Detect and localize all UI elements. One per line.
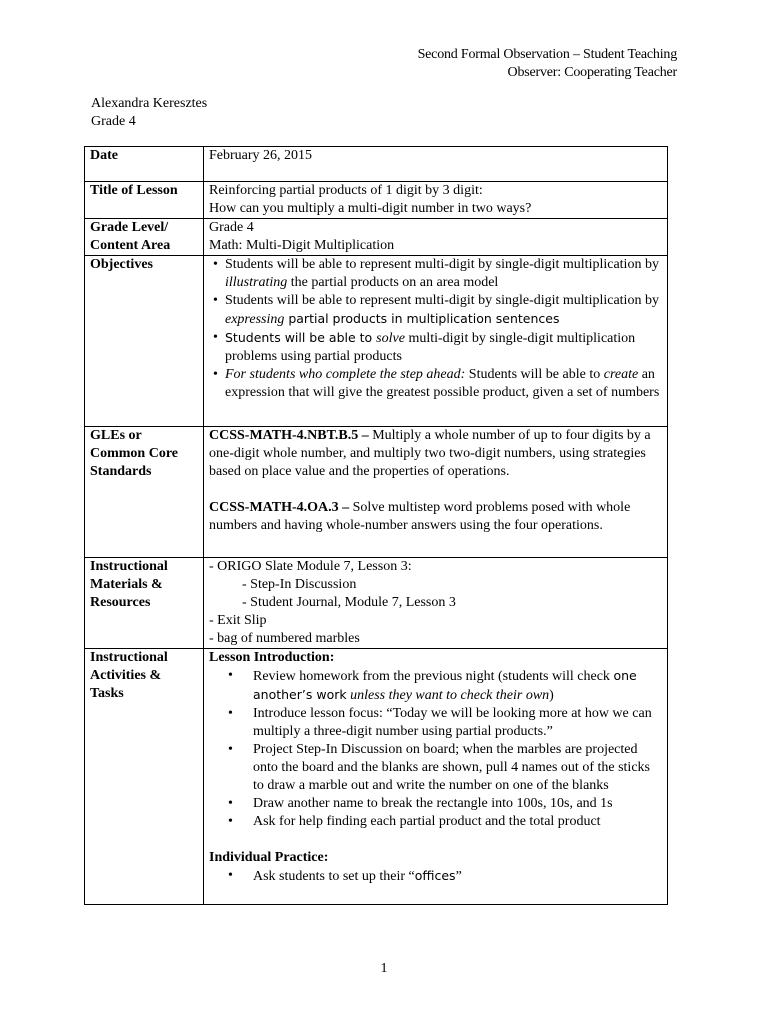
row-title — [85, 182, 668, 219]
activity-1-sans: one another’s work — [253, 668, 637, 702]
label-activities-1: Instructional — [90, 650, 168, 665]
objective-item — [225, 366, 662, 402]
label-standards — [85, 427, 204, 558]
page-number: 1 — [380, 961, 388, 976]
material-item: - ORIGO Slate Module 7, Lesson 3: — [209, 559, 412, 574]
header-observer: Observer: Cooperating Teacher — [507, 65, 677, 80]
practice-list — [209, 867, 662, 886]
label-materials — [85, 558, 204, 649]
header-observation: Second Formal Observation – Student Teaching — [417, 47, 677, 62]
practice-1-sans: offices — [414, 868, 456, 883]
standard-2-code: CCSS-MATH-4.OA.3 – — [209, 500, 350, 515]
practice-heading — [209, 849, 662, 867]
author-name: Alexandra Keresztes — [91, 96, 208, 111]
value-standards — [204, 427, 668, 558]
activity-item — [253, 705, 662, 741]
objective-2-emphasis: expressing — [225, 312, 285, 327]
activity-item: • Ask for help finding each partial product and the total product — [253, 813, 662, 831]
activity-2-text-b: : “Today we will be looking more at how we can multiply a three-digit number using partial products — [253, 706, 652, 739]
row-objectives — [85, 256, 668, 427]
label-grade-level — [85, 219, 204, 256]
activity-2-text-c: .” — [543, 724, 553, 739]
objective-2-text-b: partial products in multiplication sentences — [284, 311, 560, 326]
activity-1-emphasis: unless they want to check their own — [346, 688, 550, 703]
objective-1-text-b: the partial products on an area model — [287, 275, 499, 290]
grade-line: Grade 4 — [209, 220, 254, 235]
objective-4-text-a: Students will be able to — [465, 367, 604, 382]
value-objectives — [204, 256, 668, 427]
objective-4-text-b: an expression that will give the greatest possible product, given a set of numbers — [225, 367, 660, 400]
standard-1 — [209, 427, 662, 481]
row-grade-level — [85, 219, 668, 256]
activity-1-text-a: Review homework from the previous night (students will check — [253, 669, 614, 684]
practice-heading-text: Individual Practice: — [209, 850, 329, 865]
row-standards — [85, 427, 668, 558]
label-standards-2: Common Core — [90, 446, 179, 461]
objectives-list — [209, 256, 662, 402]
material-subitem: - Student Journal, Module 7, Lesson 3 — [242, 595, 456, 610]
label-grade-level-2: Content Area — [90, 238, 171, 253]
label-date: Date — [85, 147, 204, 182]
objective-item — [225, 292, 662, 329]
label-title: Title of Lesson — [85, 182, 204, 219]
label-standards-3: Standards — [90, 464, 152, 479]
row-materials — [85, 558, 668, 649]
activity-item: • Draw another name to break the rectangle into 100s, 10s, and 1s — [253, 795, 662, 813]
label-activities-3: Tasks — [90, 686, 124, 701]
objective-4-emphasis-2: create — [603, 367, 639, 382]
label-materials-3: Resources — [90, 595, 151, 610]
label-grade-level-1: Grade Level/ — [90, 220, 169, 235]
document-header — [418, 46, 677, 82]
material-subitem: - Step-In Discussion — [242, 577, 357, 592]
standard-2-text: Solve multistep word problems posed with whole numbers and having whole-number answers using the four operations. — [209, 500, 631, 533]
row-date — [85, 147, 668, 182]
standard-2 — [209, 499, 662, 535]
label-objectives: Objectives — [85, 256, 204, 427]
activity-item — [253, 667, 662, 705]
activity-item — [253, 867, 662, 886]
author-block — [91, 95, 207, 131]
label-materials-2: Materials & — [90, 577, 163, 592]
value-grade-level — [204, 219, 668, 256]
label-activities-2: Activities & — [90, 668, 162, 683]
objective-2-text-a: Students will be able to represent multi-digit by single-digit multiplication by — [225, 293, 659, 308]
value-date: February 26, 2015 — [204, 147, 668, 182]
label-standards-1: GLEs or — [90, 428, 142, 443]
material-item: - Exit Slip — [209, 613, 267, 628]
content-area-line: Math: Multi-Digit Multiplication — [209, 238, 395, 253]
objective-3-text-a: Students will be able to — [225, 330, 377, 345]
objective-4-emphasis: For students who complete the step ahead: — [225, 367, 466, 382]
objective-3-emphasis: solve — [376, 331, 405, 346]
standard-1-text: Multiply a whole number of up to four digits by a one-digit whole number, and multiply two two-digit numbers, using strategies based on place value and the properties of operations. — [209, 428, 651, 479]
label-materials-1: Instructional — [90, 559, 168, 574]
practice-1-text-b: ” — [455, 869, 462, 884]
intro-list — [209, 667, 662, 831]
title-line-1: Reinforcing partial products of 1 digit by 3 digit: — [209, 183, 483, 198]
value-activities — [204, 649, 668, 905]
objective-1-text-a: Students will be able to represent multi-digit by single-digit multiplication by — [225, 257, 659, 272]
value-materials — [204, 558, 668, 649]
practice-1-text-a: Ask students to set up their “ — [253, 869, 415, 884]
row-activities — [85, 649, 668, 905]
author-grade: Grade 4 — [91, 114, 136, 129]
objective-item — [225, 329, 662, 366]
standard-1-code: CCSS-MATH-4.NBT.B.5 – — [209, 428, 369, 443]
objective-item — [225, 256, 662, 292]
intro-heading — [209, 649, 662, 667]
title-line-2: How can you multiply a multi-digit number in two ways? — [209, 201, 532, 216]
objective-3-text-b: multi-digit by single-digit multiplication problems using partial products — [225, 331, 636, 364]
objective-1-emphasis: illustrating — [225, 275, 288, 290]
lesson-plan-table — [84, 146, 668, 905]
material-item: - bag of numbered marbles — [209, 631, 360, 646]
intro-heading-text: Lesson Introduction: — [209, 650, 335, 665]
value-title — [204, 182, 668, 219]
activity-2-text-a: Introduce lesson focus — [253, 706, 379, 721]
label-activities — [85, 649, 204, 905]
activity-item: • Project Step-In Discussion on board; when the marbles are projected onto the board and the blanks are shown, pull 4 names out of the sticks to draw a marble out and write the number on one of the blanks — [253, 741, 662, 795]
activity-1-text-b: ) — [549, 688, 554, 703]
